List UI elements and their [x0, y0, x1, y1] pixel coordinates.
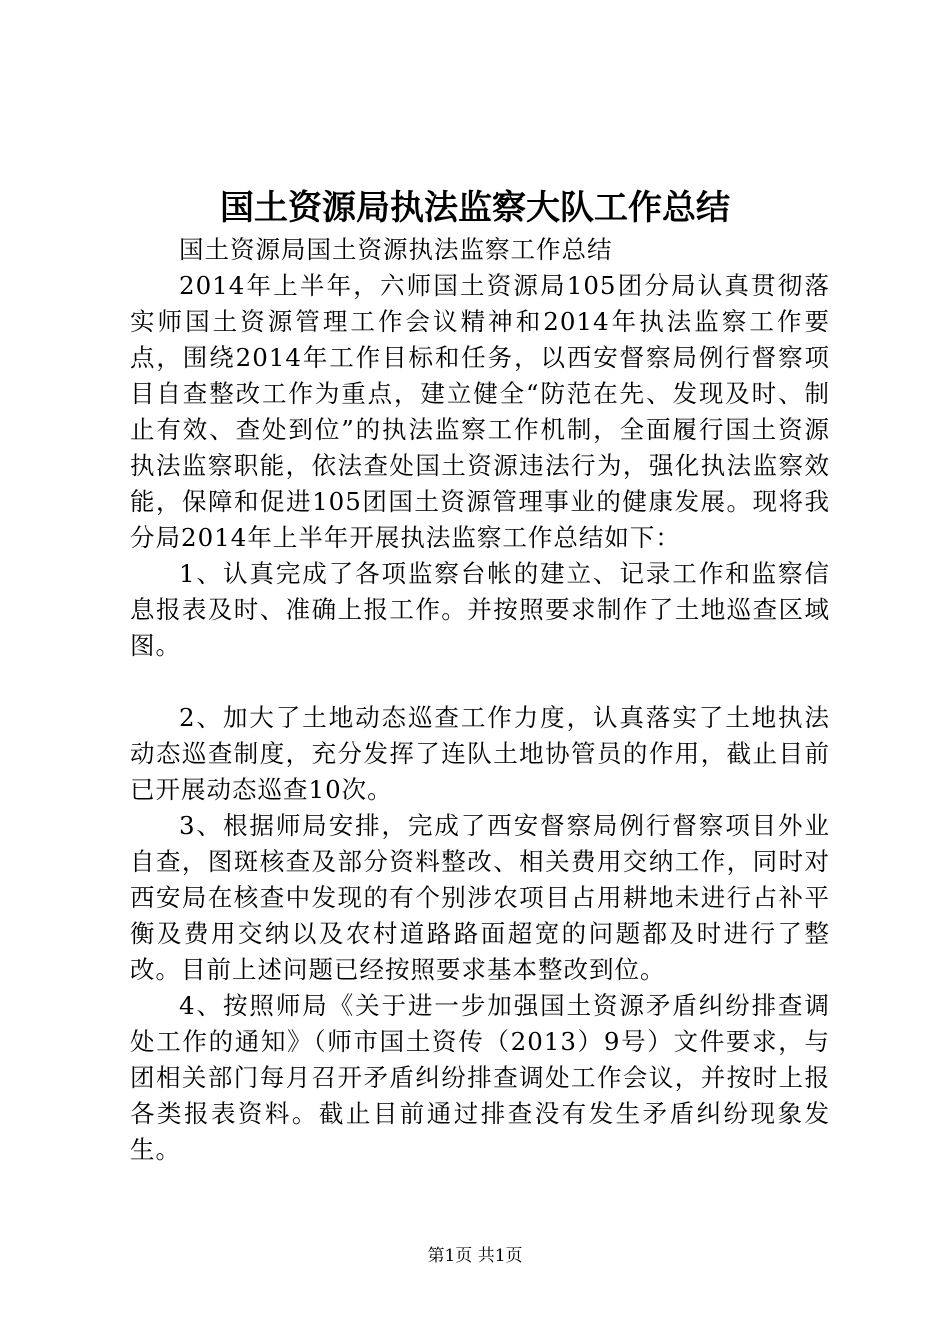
paragraph-item-3: 3、根据师局安排，完成了西安督察局例行督察项目外业自查，图斑核查及部分资料整改、相关费用交纳工作，同时对西安局在核查中发现的有个别涉农项目占用耕地未进行占补平衡及费用交纳以及农村道路路面超宽的问题都及时进行了整改。目前上述问题已经按照要求基本整改到位。 — [130, 811, 830, 984]
paragraph-item-4: 4、按照师局《关于进一步加强国土资源矛盾纠纷排查调处工作的通知》（师市国土资传（2013）9号）文件要求，与团相关部门每月召开矛盾纠纷排查调处工作会议，并按时上报各类报表资料。截止目前通过排查没有发生矛盾纠纷现象发生。 — [130, 991, 830, 1164]
page-number-footer: 第1页 共1页 — [427, 1246, 523, 1266]
document-subtitle: 国土资源局国土资源执法监察工作总结 — [179, 235, 613, 264]
intro-paragraph: 2014年上半年，六师国土资源局105团分局认真贯彻落实师国土资源管理工作会议精神和2014年执法监察工作要点，围绕2014年工作目标和任务，以西安督察局例行督察项目自查整改工作为重点，建立健全“防范在先、发现及时、制止有效、查处到位”的执法监察工作机制，全面履行国土资源执法监察职能，依法查处国土资源违法行为，强化执法监察效能，保障和促进105团国土资源管理事业的健康发展。现将我分局2014年上半年开展执法监察工作总结如下： — [130, 271, 830, 552]
document-title: 国土资源局执法监察大队工作总结 — [220, 188, 730, 228]
document-body — [130, 232, 830, 1168]
paragraph-item-2: 2、加大了土地动态巡查工作力度，认真落实了土地执法动态巡查制度，充分发挥了连队土地协管员的作用，截止目前已开展动态巡查10次。 — [130, 703, 830, 804]
paragraph-item-1: 1、认真完成了各项监察台帐的建立、记录工作和监察信息报表及时、准确上报工作。并按照要求制作了土地巡查区域图。 — [130, 559, 830, 660]
